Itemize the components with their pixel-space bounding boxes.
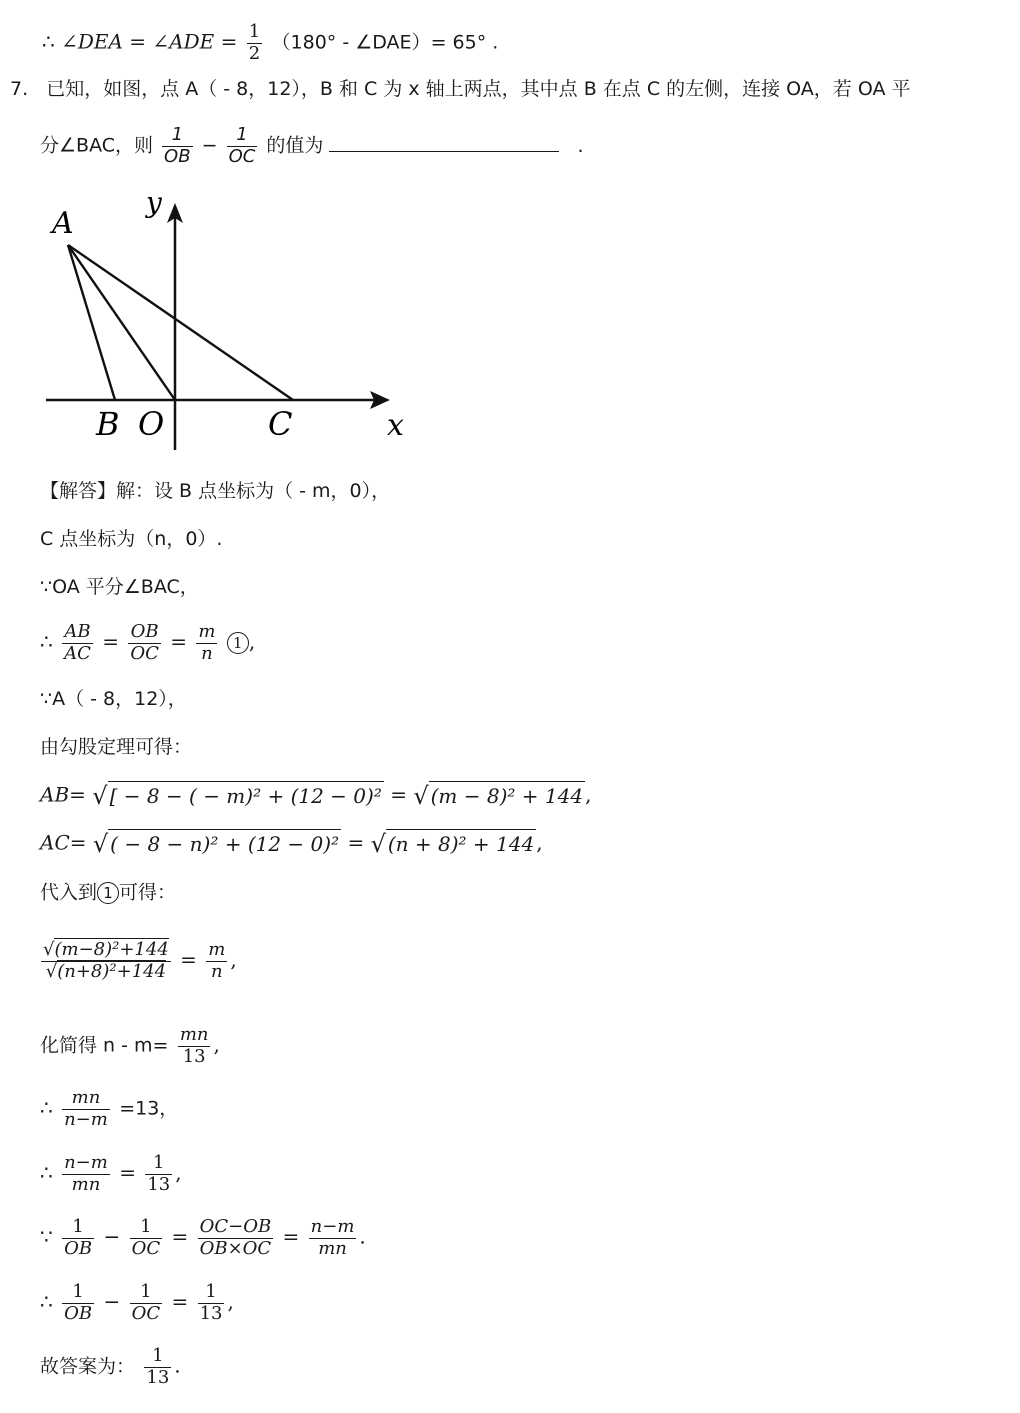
point-b-label: B [96,405,120,443]
angle-equality: ∠DEA = ∠ADE = [61,29,238,54]
solution-line-6: 由勾股定理可得： [40,736,193,758]
solution-line-3: ∵OA 平分∠BAC， [40,576,199,598]
fraction-1-ob-2: $\frac{1}{OB}$ [64,1281,93,1324]
equation-marker-1: 1 [227,632,249,654]
equation-marker-ref: 1 [97,882,119,904]
solution-line-substitute: 代入到 1 可得： [40,881,177,904]
fraction-m-n-2: $\frac{m}{n}$ [208,939,226,982]
solution-line-13: ∴ $\frac{mn}{n-m}$ =13， [40,1087,179,1130]
solution-line-reciprocal: ∴ $\frac{n-m}{mn}$ = $\frac{1}{13}$ , [40,1152,182,1195]
y-axis-label: y [146,186,162,219]
solution-line-ab: AB= √ [ − 8 − ( − m)² + (12 − 0)² = √ (m − 8)² + 144 , [40,782,592,810]
solution-line-because: ∵ $\frac{1}{OB}$ − $\frac{1}{OC}$ = $\frac{OC-OB}{OB\times OC}$ = $\frac{n-m}{mn}$ . [40,1216,366,1259]
origin-label: O [138,405,165,443]
point-a-label: A [52,206,74,241]
segment-ao [68,245,175,400]
minus-sign: − [201,134,218,157]
fraction-oc-ob: $\frac{OC-OB}{OB\times OC}$ [199,1216,272,1259]
fraction-1-over-ob: $\frac{1}{OB}$ [164,124,191,167]
angle-result: （180° - ∠DAE）= 65° . [271,31,499,54]
segment-ac [68,245,293,400]
x-axis-label: x [387,408,404,443]
question-text-3: 的值为 [266,134,324,157]
fraction-diff-mn: $\frac{n-m}{mn}$ [310,1216,355,1259]
question-text-1: 已知，如图，点 A（ - 8，12），B 和 C 为 x 轴上两点，其中点 B 在点 C 的左侧，连接 OA，若 OA 平 [46,78,911,100]
final-answer-fraction: $\frac{1}{13}$ [146,1345,170,1388]
fraction-1-oc-2: $\frac{1}{OC}$ [131,1281,161,1324]
question-period: . [577,134,584,157]
fraction-mn-over-diff: $\frac{mn}{n-m}$ [64,1087,108,1130]
fraction-ab-ac: $\frac{AB}{AC}$ [64,621,91,664]
coordinate-figure [40,185,420,465]
sqrt-ac-simplified: √ (n + 8)² + 144 [370,830,535,858]
solution-line-simplify: 化简得 n - m= $\frac{mn}{13}$ , [40,1024,220,1067]
question-text-2: 分∠BAC，则 [40,134,153,157]
sqrt-ab-expanded: √ [ − 8 − ( − m)² + (12 − 0)² [92,782,382,810]
point-c-label: C [268,405,293,443]
solution-line-1: 【解答】解：设 B 点坐标为（ - m，0）， [40,480,391,502]
solution-line-5: ∵A（ - 8，12）， [40,688,187,710]
solution-line-therefore: ∴ $\frac{1}{OB}$ − $\frac{1}{OC}$ = $\frac{1}{13}$ , [40,1281,234,1324]
fraction-1-ob: $\frac{1}{OB}$ [64,1216,93,1259]
answer-blank[interactable] [329,137,559,152]
sqrt-ab-simplified: √ (m − 8)² + 144 [413,782,584,810]
fraction-1-13: $\frac{1}{13}$ [147,1152,171,1195]
question-line-2 [40,125,584,167]
fraction-1-13-2: $\frac{1}{13}$ [199,1281,223,1324]
fraction-ob-oc: $\frac{OB}{OC}$ [130,621,159,664]
half-fraction: $\frac{1}{2}$ [248,21,261,64]
question-line-1 [10,80,911,99]
segment-ab [68,245,115,400]
question-number: 7. [10,78,29,100]
solution-line-ac: AC= √ ( − 8 − n)² + (12 − 0)² = √ (n + 8)² + 144 , [40,830,543,858]
fraction-m-n: $\frac{m}{n}$ [198,621,216,664]
fraction-diff-over-mn: $\frac{n-m}{mn}$ [64,1152,108,1195]
fraction-1-over-oc: $\frac{1}{OC}$ [228,124,256,167]
sqrt-ac-expanded: √ ( − 8 − n)² + (12 − 0)² [92,830,340,858]
fraction-1-oc: $\frac{1}{OC}$ [131,1216,161,1259]
fraction-mn-13: $\frac{mn}{13}$ [179,1024,209,1067]
therefore-symbol: ∴ [42,29,55,54]
fraction-sqrt-ratio: $\frac{\text{√(m−8)²+144}}{\text{√(n+8)²+144}}$ [43,939,169,982]
final-answer-line: 故答案为： $\frac{1}{13}$ . [40,1345,181,1388]
solution-line-ratio: $\frac{\text{√(m−8)²+144}}{\text{√(n+8)²+144}}$ = $\frac{m}{n}$ , [43,939,237,982]
previous-conclusion-line [42,22,498,64]
solution-line-2: C 点坐标为（n，0）. [40,528,223,550]
solution-line-4: ∴ $\frac{AB}{AC}$ = $\frac{OB}{OC}$ = $\frac{m}{n}$ 1 , [40,621,256,664]
